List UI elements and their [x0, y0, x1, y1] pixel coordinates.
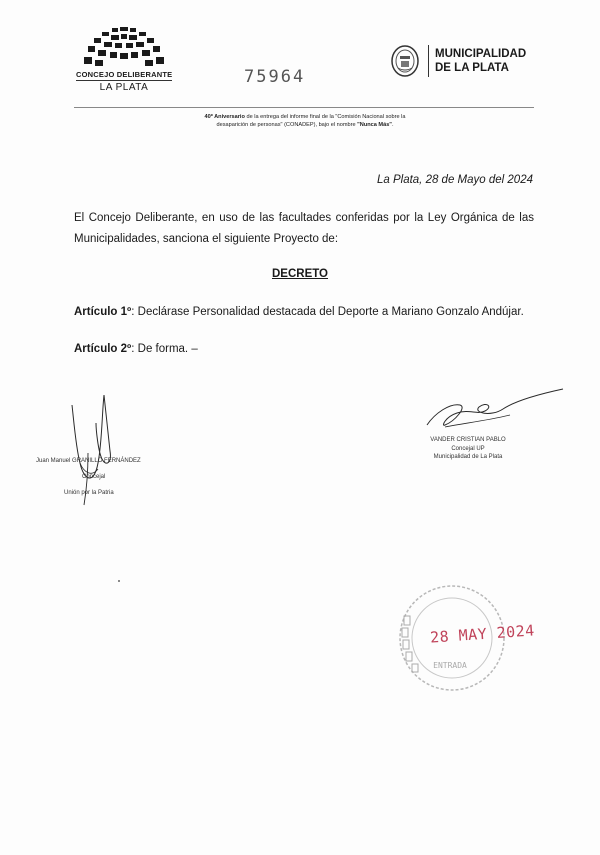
received-stamp-text: ENTRADA	[433, 661, 467, 670]
signature-left-role: Concejal	[82, 474, 106, 480]
document-date: La Plata, 28 de Mayo del 2024	[376, 174, 533, 186]
article-2-text: : De forma. –	[131, 343, 198, 355]
anniversary-text1: de la entrega del informe final de la "Comisión Nacional sobre la	[244, 114, 406, 120]
document-title: DECRETO	[271, 268, 329, 280]
anniversary-end: .	[391, 122, 394, 128]
municipalidad-line2: DE LA PLATA	[435, 62, 509, 74]
article-1-label: Artículo 1º	[74, 306, 132, 318]
concejo-logo	[76, 26, 172, 93]
article-1	[74, 306, 524, 318]
anniversary-bold: 40º Aniversario	[204, 114, 245, 120]
article-1-text: : Declárase Personalidad destacada del Deporte a Mariano Gonzalo Andújar.	[131, 306, 524, 318]
municipal-seal-icon	[390, 44, 420, 78]
signature-right-name: VANDER CRISTIAN PABLO	[430, 437, 506, 443]
anniversary-quote: "Nunca Más"	[357, 122, 392, 128]
signature-right-org: Municipalidad de La Plata	[433, 454, 503, 460]
received-date: 28 MAY 2024	[429, 621, 536, 647]
anniversary-note	[120, 113, 490, 129]
article-2	[74, 343, 198, 355]
municipalidad-name	[435, 47, 526, 75]
signature-left-party: Unión por la Patria	[64, 490, 114, 496]
stray-mark	[118, 580, 120, 582]
logo-divider	[428, 45, 429, 77]
concejo-name: CONCEJO DELIBERANTE	[76, 70, 173, 79]
header-rule	[74, 107, 534, 108]
entry-number: 75964	[244, 67, 306, 87]
concejo-emblem-icon	[82, 26, 166, 68]
municipalidad-logo	[390, 44, 526, 78]
article-2-label: Artículo 2º	[74, 343, 132, 355]
concejo-city: LA PLATA	[99, 82, 149, 93]
anniversary-text2: desaparición de personas" (CONADEP), bajo el nombre	[216, 122, 358, 128]
signature-right-block	[413, 436, 523, 462]
signature-left-name: Juan Manuel GRANILLO FERNÁNDEZ	[36, 458, 141, 464]
municipalidad-line1: MUNICIPALIDAD	[435, 48, 527, 60]
signature-right-icon	[415, 383, 565, 438]
intro-paragraph: El Concejo Deliberante, en uso de las facultades conferidas por la Ley Orgánica de las Municipalidades, sanciona el siguiente Proyecto de:	[74, 212, 534, 245]
signature-right-role: Concejal UP	[451, 445, 485, 452]
